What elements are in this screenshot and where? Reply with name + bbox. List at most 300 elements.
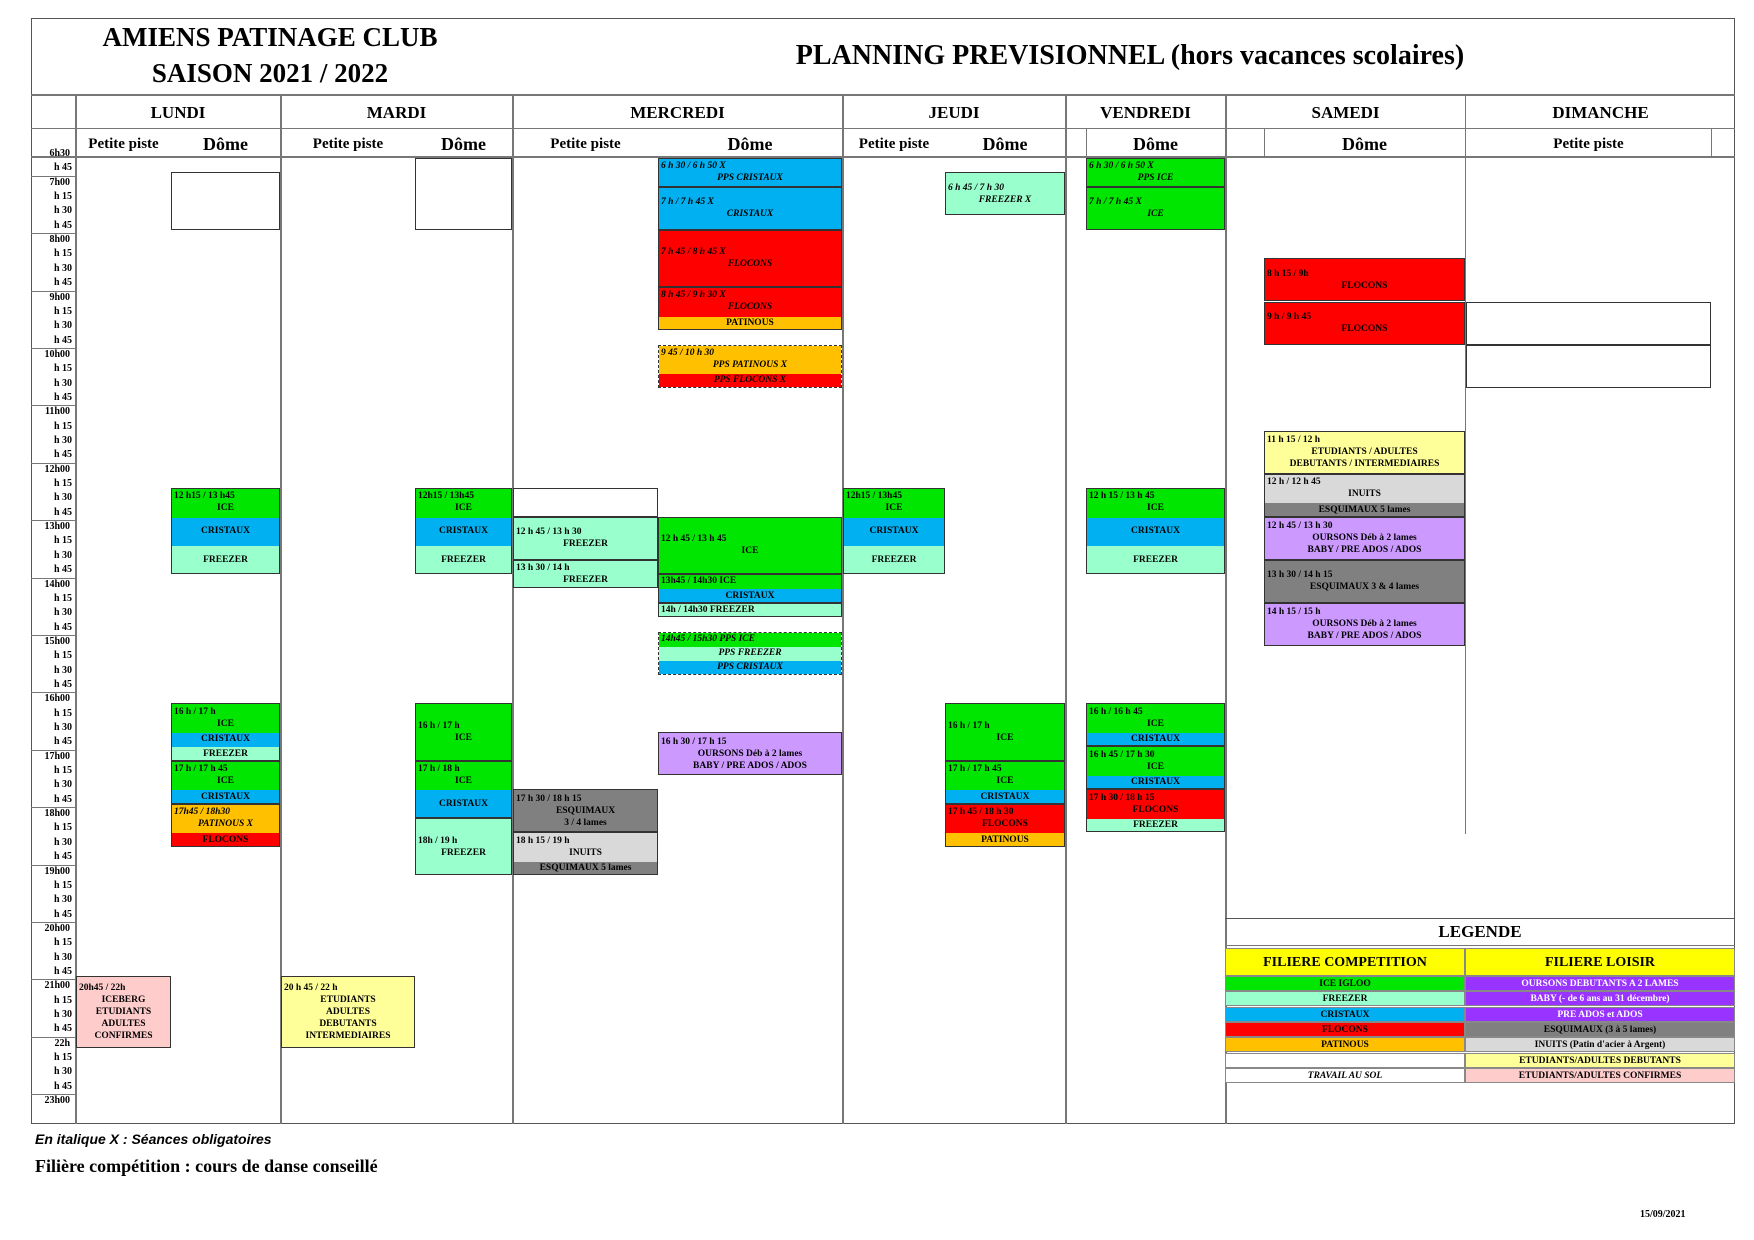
jeudi-dome: Dôme [982, 134, 1028, 154]
session-label: FREEZER X [978, 194, 1032, 205]
session-label: CRISTAUX [1131, 526, 1180, 537]
legend-loisir-head: FILIERE LOISIR [1465, 948, 1735, 976]
session-segment [1087, 546, 1224, 574]
session-label: PATINOUS X [198, 819, 253, 830]
session-time: 12 h 45 / 13 h 30 [1267, 521, 1333, 532]
session-ven-d-3 [1086, 488, 1225, 574]
session-label: PPS FREEZER [718, 648, 782, 659]
time-label: h 15 [53, 650, 72, 662]
hour-line [31, 865, 75, 866]
legend-competition-item [1225, 1053, 1465, 1068]
session-mer-d-7 [658, 574, 842, 603]
time-label: 20h00 [44, 922, 70, 934]
session-label: BABY / PRE ADOS / ADOS [1307, 631, 1422, 642]
session-time: 13 h 30 / 14 h 15 [1267, 570, 1333, 581]
session-time: 17 h 30 / 18 h 15 [1089, 792, 1155, 803]
time-label: h 30 [53, 779, 72, 791]
time-label: 17h00 [44, 750, 70, 762]
session-segment [1265, 518, 1464, 560]
session-segment [844, 518, 944, 547]
session-label: OURSONS Déb à 2 lames [697, 748, 803, 759]
session-segment [172, 833, 279, 846]
session-time: 17 h 30 / 18 h 15 [516, 793, 582, 804]
session-lun-pp-1 [76, 976, 171, 1048]
hour-line [31, 405, 75, 406]
session-segment [659, 518, 841, 574]
mardi-divider [512, 94, 514, 1124]
session-time: 12 h / 12 h 45 [1267, 477, 1321, 488]
time-label: h 30 [53, 435, 72, 446]
session-mer-d-2 [658, 187, 842, 230]
session-label: CRISTAUX [439, 798, 488, 809]
session-time: 14h45 / 15h30 PPS ICE [661, 633, 755, 644]
day-row-divider [31, 128, 1735, 129]
session-mer-d-9 [658, 632, 842, 675]
session-segment [1087, 790, 1224, 819]
session-segment [1087, 489, 1224, 518]
session-label: ADULTES [325, 1006, 370, 1017]
session-time: 18h / 19 h [418, 835, 458, 846]
session-label: OURSONS Déb à 2 lames [1312, 533, 1417, 544]
session-label: PATINOUS [981, 834, 1029, 845]
club-name: AMIENS PATINAGE CLUB [102, 22, 438, 52]
session-time: 16 h / 17 h [948, 720, 990, 731]
session-sam-d-7 [1264, 603, 1465, 646]
session-label: ICE [217, 776, 234, 787]
footnote-dance: Filière compétition : cours de danse conseillé [35, 1156, 378, 1176]
session-label: FREEZER [441, 847, 486, 858]
footnote-mandatory: En italique X : Séances obligatoires [35, 1131, 272, 1147]
session-label: ESQUIMAUX 5 lames [1318, 504, 1411, 515]
time-label: h 15 [53, 994, 72, 1006]
session-segment [514, 561, 657, 589]
session-segment [514, 518, 657, 560]
time-label: h 15 [53, 478, 72, 490]
session-lun-d-2 [171, 703, 280, 760]
hour-line [31, 176, 75, 177]
season-label: SAISON 2021 / 2022 [151, 58, 389, 88]
session-time: 20 h 45 / 22 h [284, 982, 338, 993]
session-label: ICE [1147, 209, 1164, 220]
jeudi-divider [1065, 94, 1067, 1124]
day-mercredi: MERCREDI [630, 103, 725, 122]
session-label: ICE [1147, 718, 1164, 729]
legend-competition-item: PATINOUS [1225, 1037, 1465, 1052]
time-label: h 45 [53, 1023, 72, 1035]
session-segment [1265, 432, 1464, 474]
session-label: CRISTAUX [1131, 734, 1180, 745]
samedi-divider [1465, 94, 1466, 834]
mercredi-dome: Dôme [727, 134, 773, 154]
session-label: 3 / 4 lames [564, 817, 607, 828]
session-label: FLOCONS [982, 819, 1028, 830]
time-label: h 45 [53, 391, 72, 403]
hour-line [31, 233, 75, 234]
session-label: ICE [741, 546, 759, 557]
session-time: 6 h 30 / 6 h 50 X [1089, 161, 1154, 172]
session-time: 7 h / 7 h 45 X [1089, 197, 1142, 208]
session-segment [659, 159, 841, 187]
session-segment [659, 188, 841, 230]
time-label: h 45 [53, 621, 72, 633]
session-segment [1087, 776, 1224, 789]
session-label: FREEZER [563, 539, 608, 550]
print-date: 15/09/2021 [1640, 1209, 1686, 1220]
day-lundi: LUNDI [150, 103, 206, 122]
hour-line [31, 463, 75, 464]
legend-competition-item: TRAVAIL AU SOL [1225, 1068, 1465, 1083]
session-time: 11 h 15 / 12 h [1267, 435, 1321, 446]
session-segment [1265, 604, 1464, 646]
session-segment [1087, 704, 1224, 733]
legend-loisir-item: BABY (- de 6 ans au 31 décembre) [1465, 991, 1735, 1006]
time-label: 22h [54, 1037, 70, 1049]
day-jeudi: JEUDI [928, 103, 980, 122]
dimanche-sub-divider [1711, 128, 1712, 156]
session-segment [416, 704, 511, 760]
session-label: FREEZER [203, 748, 248, 759]
session-mar-d-2 [415, 703, 512, 760]
session-label: ICE [217, 503, 234, 514]
mercredi-petite-piste: Petite piste [550, 136, 621, 152]
session-segment [172, 805, 279, 834]
session-mar-pp-1 [281, 976, 415, 1048]
session-segment [172, 747, 279, 760]
hour-line [31, 922, 75, 923]
session-jeu-d-1 [945, 172, 1065, 215]
session-segment [172, 733, 279, 747]
session-segment [1087, 188, 1224, 230]
time-label: 9h00 [49, 291, 70, 303]
time-label: h 45 [53, 1080, 72, 1092]
session-segment [659, 661, 841, 674]
session-segment [416, 819, 511, 875]
time-label: h 30 [53, 722, 72, 733]
session-time: 20h45 / 22h [79, 982, 126, 993]
session-mer-d-1 [658, 158, 842, 187]
time-label: h 15 [53, 191, 72, 203]
session-label: INUITS [1348, 489, 1381, 500]
time-label: h 45 [53, 793, 72, 805]
session-label: PPS CRISTAUX [717, 173, 783, 184]
time-label: h 30 [53, 262, 72, 274]
time-label: h 45 [53, 506, 72, 518]
session-time: 16 h / 17 h [418, 720, 460, 731]
session-ven-d-1 [1086, 158, 1225, 187]
session-mer-d-6 [658, 517, 842, 574]
session-segment [659, 647, 841, 661]
hour-line [31, 635, 75, 636]
session-label: ADULTES [101, 1018, 146, 1029]
session-label: ICE [996, 732, 1014, 743]
session-ven-d-2 [1086, 187, 1225, 230]
session-segment [659, 589, 841, 602]
session-segment [659, 374, 841, 387]
session-jeu-d-2 [945, 703, 1065, 760]
session-segment [946, 704, 1064, 760]
session-label: CRISTAUX [869, 526, 919, 537]
time-label: 11h00 [44, 406, 70, 418]
legend-loisir-item: INUITS (Patin d'acier à Argent) [1465, 1037, 1735, 1052]
session-label: PPS ICE [1137, 173, 1174, 184]
vendredi-dome: Dôme [1133, 134, 1178, 154]
time-label: h 45 [53, 851, 72, 863]
time-label: h 30 [53, 894, 72, 906]
time-label: h 45 [53, 736, 72, 748]
hour-line [31, 979, 75, 980]
time-label: h 15 [53, 879, 72, 891]
session-label: FLOCONS [202, 834, 249, 845]
day-mardi: MARDI [366, 103, 427, 122]
session-label: CRISTAUX [201, 791, 250, 802]
session-segment [1087, 159, 1224, 187]
mercredi-divider [842, 94, 844, 1124]
session-label: ICE [455, 776, 472, 787]
session-jeu-pp-1 [843, 488, 945, 574]
legend-loisir-item: ETUDIANTS/ADULTES DEBUTANTS [1465, 1053, 1735, 1068]
session-label: INTERMEDIAIRES [305, 1030, 391, 1041]
session-sam-d-5 [1264, 517, 1465, 560]
time-label: h 45 [53, 334, 72, 346]
session-time: 16 h 30 / 17 h 15 [661, 736, 727, 747]
session-mer-pp-3 [513, 789, 658, 832]
time-label: h 45 [53, 908, 72, 920]
session-lun-d-4 [171, 804, 280, 847]
time-label: h 15 [53, 535, 72, 547]
time-label: h 30 [53, 377, 72, 389]
session-mer-d-10 [658, 732, 842, 775]
hour-line [31, 520, 75, 521]
session-ven-d-6 [1086, 789, 1225, 832]
session-jeu-d-4 [945, 804, 1065, 847]
session-segment [416, 546, 511, 574]
session-segment [1265, 303, 1464, 345]
session-segment [946, 173, 1064, 215]
session-segment [514, 790, 657, 832]
time-label: h 45 [53, 678, 72, 690]
time-label: h 45 [53, 219, 72, 231]
session-segment [416, 762, 511, 791]
time-label: h 45 [53, 277, 72, 289]
session-mer-d-3 [658, 230, 842, 287]
session-label: FLOCONS [727, 259, 773, 270]
session-label: CRISTAUX [1131, 777, 1180, 788]
session-time: 17 h / 18 h [418, 764, 460, 775]
hour-line [31, 807, 75, 808]
day-vendredi: VENDREDI [1100, 103, 1191, 122]
session-time: 9 h / 9 h 45 [1267, 312, 1312, 323]
time-label: 15h00 [44, 635, 70, 647]
session-segment [77, 977, 170, 1048]
time-label: h 15 [53, 937, 72, 949]
legend-competition-item: CRISTAUX [1225, 1007, 1465, 1022]
session-label: FREEZER [563, 575, 608, 586]
session-time: 6 h 30 / 6 h 50 X [661, 161, 726, 172]
session-label: INUITS [569, 847, 602, 858]
session-time: 13 h 30 / 14 h [516, 563, 570, 574]
session-segment [659, 633, 841, 647]
session-time: 17h45 / 18h30 [174, 807, 230, 818]
session-segment [172, 704, 279, 733]
dimanche-petite-piste: Petite piste [1553, 136, 1624, 152]
time-label: h 30 [53, 205, 72, 217]
session-label: FREEZER [1133, 554, 1178, 565]
session-label: FREEZER [441, 554, 486, 565]
time-label: 21h00 [44, 980, 70, 992]
legend-competition-item: FREEZER [1225, 991, 1465, 1006]
session-time: 9 45 / 10 h 30 [661, 347, 715, 358]
session-label: PATINOUS [726, 318, 774, 328]
session-segment [946, 762, 1064, 791]
jeudi-petite-piste: Petite piste [858, 136, 930, 152]
legend-loisir-item: OURSONS DEBUTANTS A 2 LAMES [1465, 976, 1735, 991]
time-label: h 15 [53, 248, 72, 260]
lundi-petite-piste: Petite piste [88, 136, 159, 152]
session-sam-d-6 [1264, 560, 1465, 603]
time-label: 8h00 [49, 234, 70, 246]
session-label: ICE [217, 718, 234, 729]
header-divider [31, 94, 1735, 96]
session-mar-d-4 [415, 818, 512, 875]
legend-title-divider [1225, 945, 1735, 946]
session-segment [659, 288, 841, 317]
session-segment [172, 790, 279, 803]
legend-competition-item: FLOCONS [1225, 1022, 1465, 1037]
time-label: h 15 [53, 592, 72, 604]
hour-line [31, 1094, 75, 1095]
lundi-dome: Dôme [203, 134, 248, 154]
time-label: h 30 [53, 320, 72, 332]
session-label: ESQUIMAUX 3 & 4 lames [1309, 582, 1420, 593]
session-label: ICE [1147, 503, 1164, 514]
session-label: ETUDIANTS [320, 994, 376, 1005]
session-segment [172, 546, 279, 574]
time-label: 14h00 [44, 578, 70, 590]
session-segment [1087, 518, 1224, 547]
session-time: 16 h 45 / 17 h 30 [1089, 749, 1155, 760]
session-label: CRISTAUX [439, 526, 488, 537]
session-mar-d-3 [415, 761, 512, 818]
time-label: h 45 [53, 162, 72, 174]
session-label: FLOCONS [1341, 280, 1388, 291]
session-segment [1265, 475, 1464, 504]
legend-loisir-item: PRE ADOS et ADOS [1465, 1007, 1735, 1022]
session-time: 14 h 15 / 15 h [1267, 607, 1321, 618]
session-time: 16 h / 17 h [174, 706, 216, 717]
day-samedi: SAMEDI [1311, 103, 1380, 122]
session-segment [659, 231, 841, 287]
session-label: CRISTAUX [201, 526, 250, 537]
legend-competition-head: FILIERE COMPETITION [1225, 948, 1465, 976]
session-label: FREEZER [1133, 820, 1178, 831]
session-label: FREEZER [203, 554, 248, 565]
session-segment [946, 833, 1064, 846]
session-label: PPS PATINOUS X [712, 359, 788, 370]
session-label: ICE [455, 732, 472, 743]
hour-line [31, 1037, 75, 1038]
session-segment [659, 575, 841, 589]
session-segment [172, 489, 279, 518]
session-mar-d-1 [415, 488, 512, 574]
session-label: BABY / PRE ADOS / ADOS [1307, 545, 1422, 556]
legend-loisir-item: ETUDIANTS/ADULTES CONFIRMES [1465, 1068, 1735, 1083]
mardi-petite-piste: Petite piste [312, 136, 384, 152]
time-label: 10h00 [44, 348, 70, 360]
hour-line [31, 750, 75, 751]
session-segment [1087, 733, 1224, 746]
session-time: 7 h 45 / 8 h 45 X [661, 247, 726, 258]
session-label: ICE [996, 776, 1014, 787]
session-time: 17 h / 17 h 45 [174, 764, 228, 775]
session-mer-d-8 [658, 603, 842, 617]
session-segment [659, 733, 841, 775]
time-label: h 30 [53, 1066, 72, 1078]
page-title: PLANNING PREVISIONNEL (hors vacances scolaires) [795, 40, 1465, 71]
session-segment [946, 805, 1064, 834]
time-label: h 30 [53, 549, 72, 561]
session-label: OURSONS Déb à 2 lames [1312, 619, 1417, 630]
time-label: h 30 [53, 951, 72, 963]
time-label: h 45 [53, 564, 72, 576]
time-label: 23h00 [44, 1095, 70, 1107]
session-mer-pp-1 [513, 517, 658, 560]
legend-title: LEGENDE [1438, 922, 1522, 941]
session-ven-d-5 [1086, 746, 1225, 789]
session-label: BABY / PRE ADOS / ADOS [693, 760, 807, 771]
session-segment [514, 833, 657, 862]
session-segment [514, 862, 657, 875]
time-label: 18h00 [44, 808, 70, 820]
session-time: 12 h 15 / 13 h 45 [1089, 491, 1155, 502]
session-label: CRISTAUX [725, 590, 775, 601]
time-label: h 30 [53, 607, 72, 619]
session-time: 17 h 45 / 18 h 30 [948, 807, 1014, 818]
time-label: h 15 [53, 305, 72, 317]
time-label: h 15 [53, 765, 72, 777]
time-label: 6h30 [49, 148, 70, 159]
time-label: h 30 [53, 664, 72, 676]
session-segment [1087, 747, 1224, 776]
session-segment [946, 790, 1064, 803]
session-time: 12 h 45 / 13 h 30 [516, 527, 582, 538]
session-segment [416, 489, 511, 518]
session-label: FLOCONS [1132, 804, 1179, 815]
empty-slot [415, 158, 512, 230]
session-segment [172, 518, 279, 547]
session-time: 13h45 / 14h30 ICE [661, 576, 737, 587]
time-label: 19h00 [44, 865, 70, 877]
session-lun-d-3 [171, 761, 280, 804]
session-label: CRISTAUX [726, 209, 774, 220]
session-segment [659, 604, 841, 617]
session-time: 17 h / 17 h 45 [948, 764, 1002, 775]
session-label: ICEBERG [101, 994, 146, 1005]
time-label: h 30 [53, 836, 72, 848]
mardi-dome: Dôme [441, 134, 486, 154]
session-label: CRISTAUX [201, 734, 250, 745]
day-dimanche: DIMANCHE [1552, 103, 1649, 122]
session-label: DEBUTANTS [319, 1018, 377, 1029]
time-label: h 30 [53, 1009, 72, 1020]
session-segment [844, 489, 944, 518]
hour-line [31, 692, 75, 693]
session-segment [659, 346, 841, 375]
time-label: 7h00 [49, 176, 70, 188]
empty-slot [1466, 302, 1711, 345]
session-segment [172, 762, 279, 791]
legend-competition-item: ICE IGLOO [1225, 976, 1465, 991]
session-label: FLOCONS [1341, 324, 1388, 335]
